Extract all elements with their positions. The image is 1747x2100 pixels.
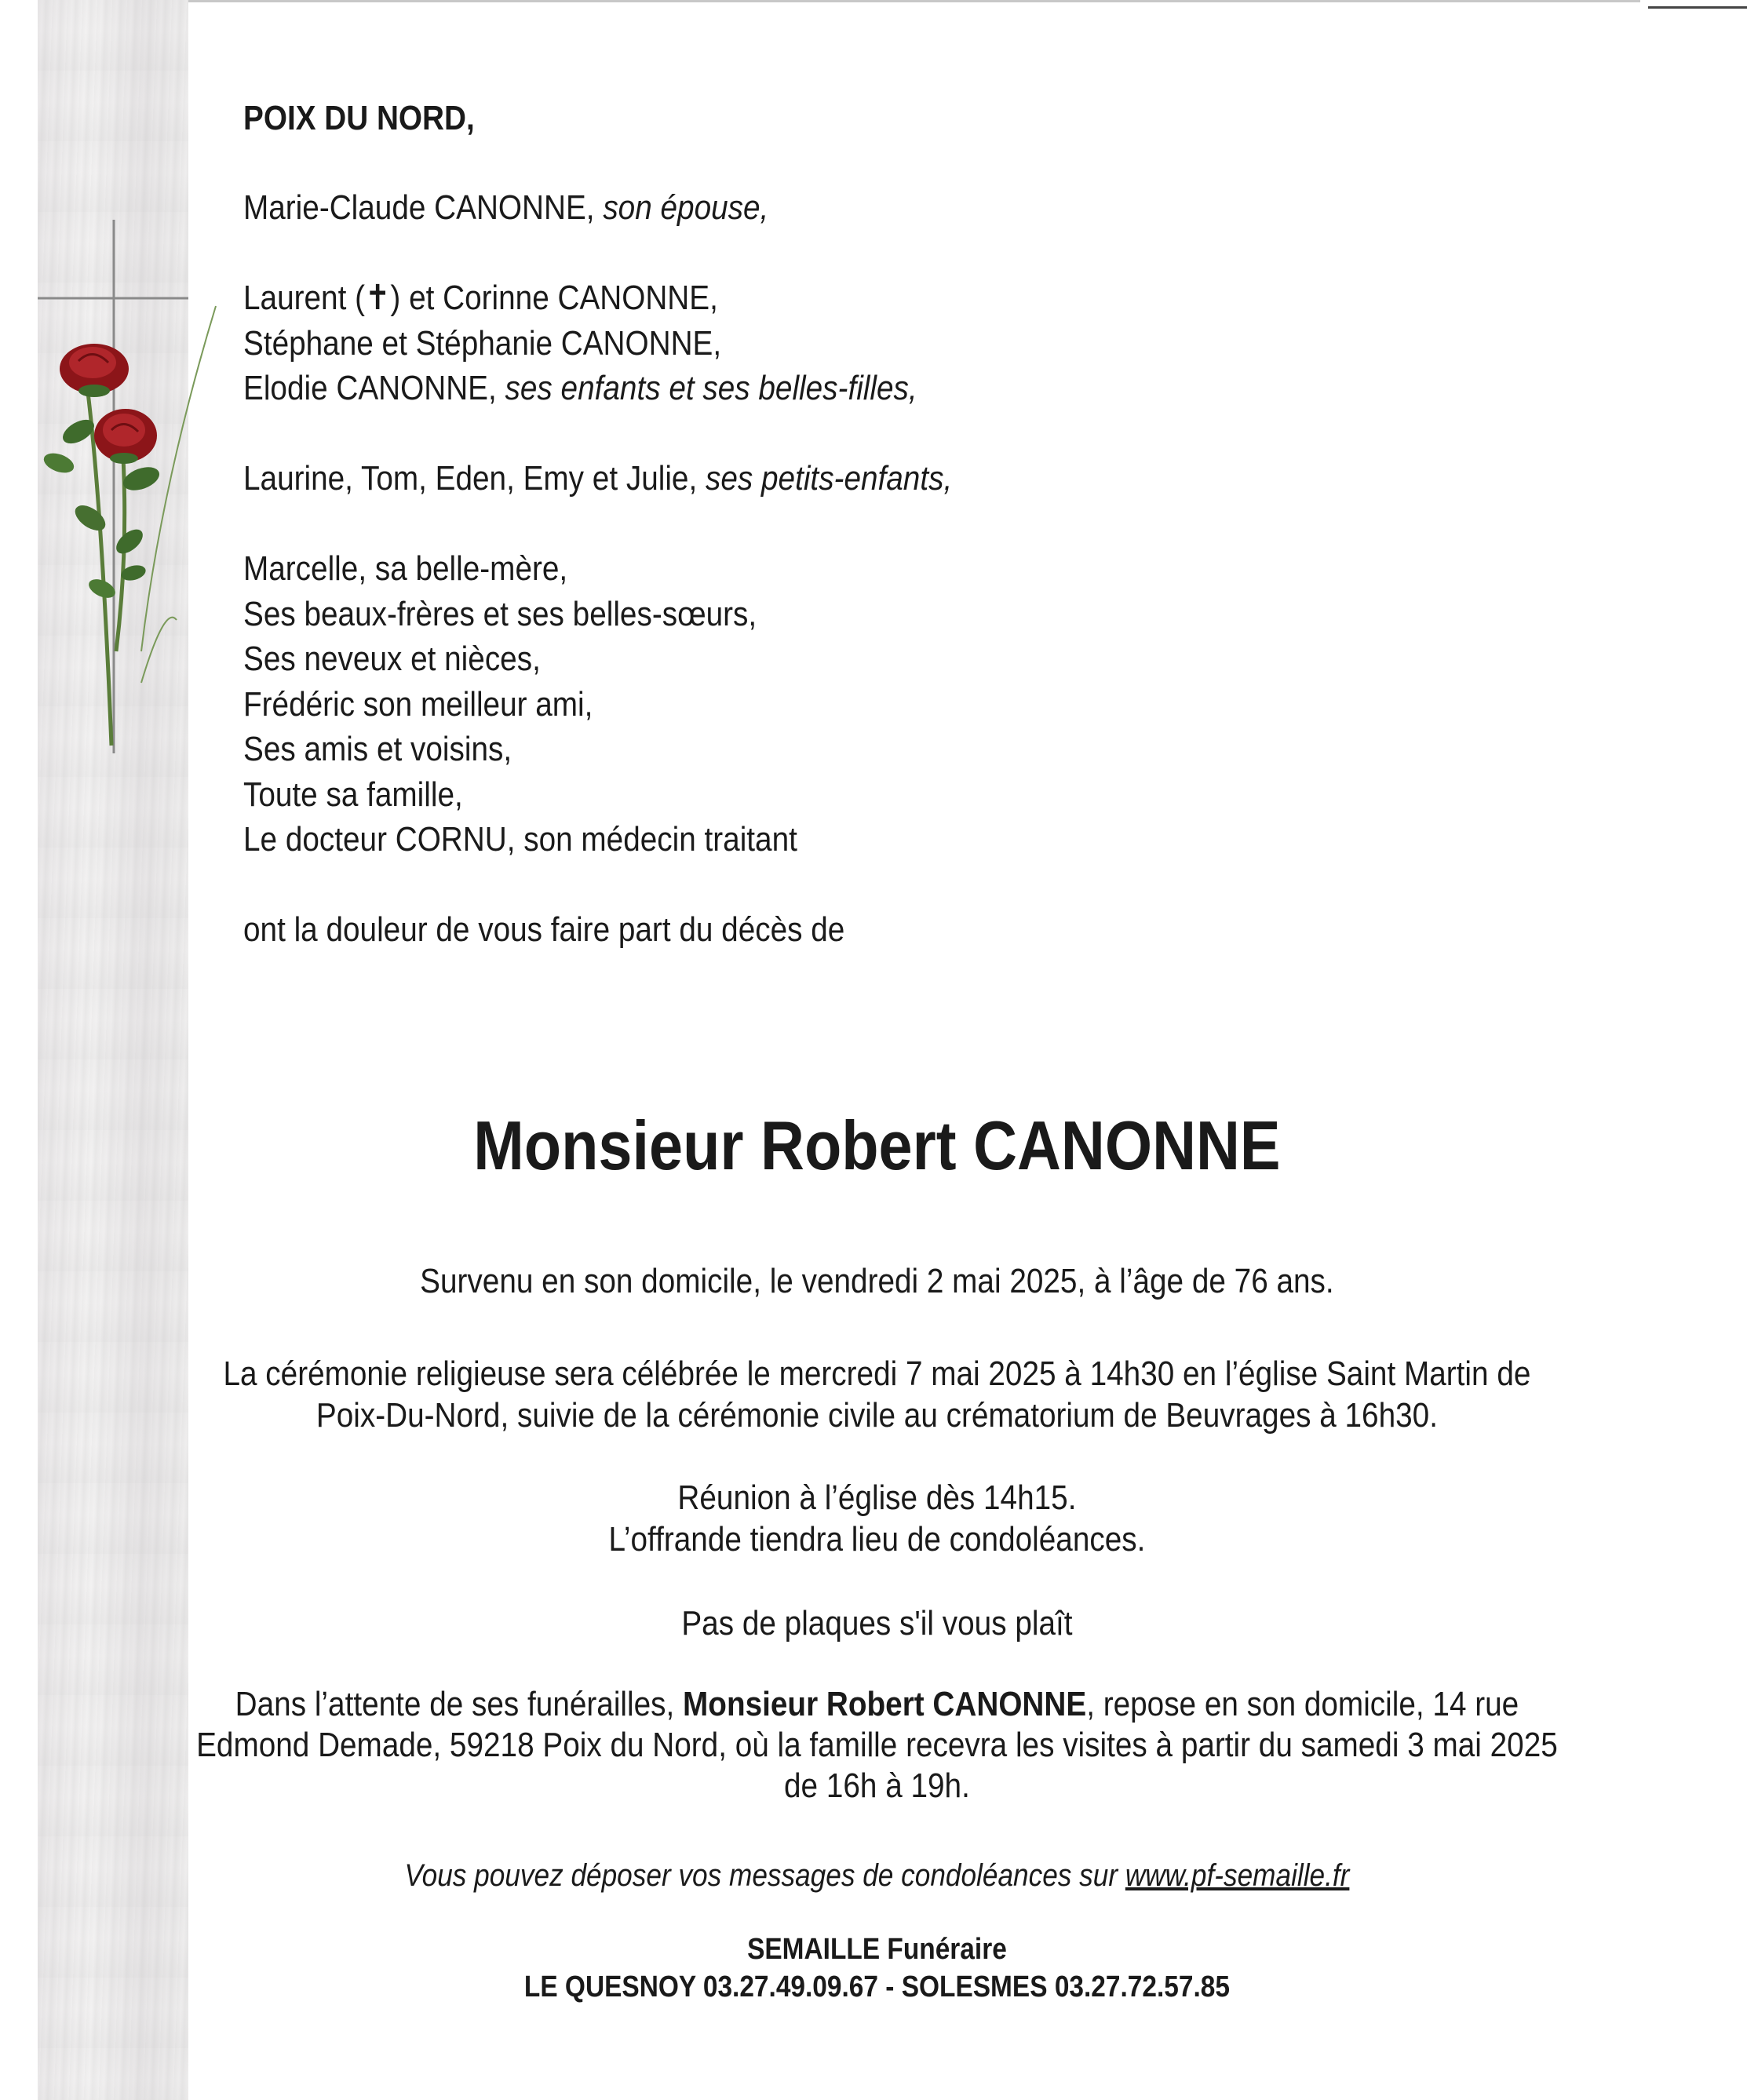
no-plaques-note: Pas de plaques s'il vous plaît (681, 1604, 1073, 1642)
children-line-2: Stéphane et Stéphanie CANONNE, (243, 323, 722, 363)
top-right-border-line (1648, 6, 1747, 9)
relative-line: Le docteur CORNU, son médecin traitant (243, 820, 797, 859)
relative-line: Marcelle, sa belle-mère, (243, 549, 568, 588)
children-block (243, 275, 917, 411)
relative-line: Ses beaux-frères et ses belles-sœurs, (243, 594, 757, 633)
rose-leaf (71, 501, 110, 536)
relative-line: Toute sa famille, (243, 775, 463, 814)
condolences-website-link[interactable]: www.pf-semaille.fr (1125, 1858, 1350, 1893)
announcement-line: ont la douleur de vous faire part du décès de (243, 910, 845, 949)
rose-leaf (120, 463, 162, 495)
funeral-home-footer (108, 1930, 1646, 2006)
rose-flower-bottom (94, 409, 157, 464)
deceased-name-inline: Monsieur Robert CANONNE (683, 1685, 1087, 1723)
grandchildren-line: Laurine, Tom, Eden, Emy et Julie, ses petits-enfants, (243, 459, 953, 498)
ceremony-details: La cérémonie religieuse sera célébrée le mercredi 7 mai 2025 à 14h30 en l’église Saint Martin de Poix-Du-Nord, suivie de la cérémonie civile au crématorium de Beuvrages à 16h30. (223, 1354, 1531, 1435)
children-line-3: Elodie CANONNE, ses enfants et ses belles-filles, (243, 369, 917, 407)
death-details: Survenu en son domicile, le vendredi 2 mai 2025, à l’âge de 76 ans. (420, 1262, 1334, 1300)
rose-flower-top (60, 344, 129, 397)
cross-and-roses-illustration (24, 212, 228, 761)
spouse-relation: son épouse, (603, 188, 769, 227)
spouse-name: Marie-Claude CANONNE, (243, 188, 604, 227)
location-heading: POIX DU NORD, (243, 99, 475, 137)
funeral-home-contacts: LE QUESNOY 03.27.49.09.67 - SOLESMES 03.27.72.57.85 (523, 1971, 1230, 2003)
children-line-1: Laurent (✝) et Corinne CANONNE, (243, 279, 718, 317)
meeting-details: Réunion à l’église dès 14h15. L’offrande tiendra lieu de condoléances. (608, 1478, 1146, 1559)
top-border-line (110, 0, 1640, 2)
condolences-line: Vous pouvez déposer vos messages de condoléances sur www.pf-semaille.fr (404, 1858, 1350, 1893)
funeral-home-name: SEMAILLE Funéraire (747, 1933, 1007, 1966)
rest-details: Dans l’attente de ses funérailles, Monsieur Robert CANONNE, repose en son domicile, 14 rue Edmond Demade, 59218 Poix du Nord, où la famille recevra les visites à partir du samedi 3 mai 2025 de 16h à 19h. (196, 1685, 1558, 1805)
rose-leaf (112, 525, 148, 559)
relative-line: Ses neveux et nièces, (243, 640, 541, 678)
relative-line: Ses amis et voisins, (243, 730, 512, 768)
rose-leaf (41, 450, 76, 476)
cross-icon: ✝ (364, 279, 391, 317)
deceased-name-title: Monsieur Robert CANONNE (473, 1107, 1281, 1184)
other-relatives-block (243, 546, 797, 862)
spouse-line (243, 185, 768, 231)
relative-line: Frédéric son meilleur ami, (243, 684, 593, 724)
